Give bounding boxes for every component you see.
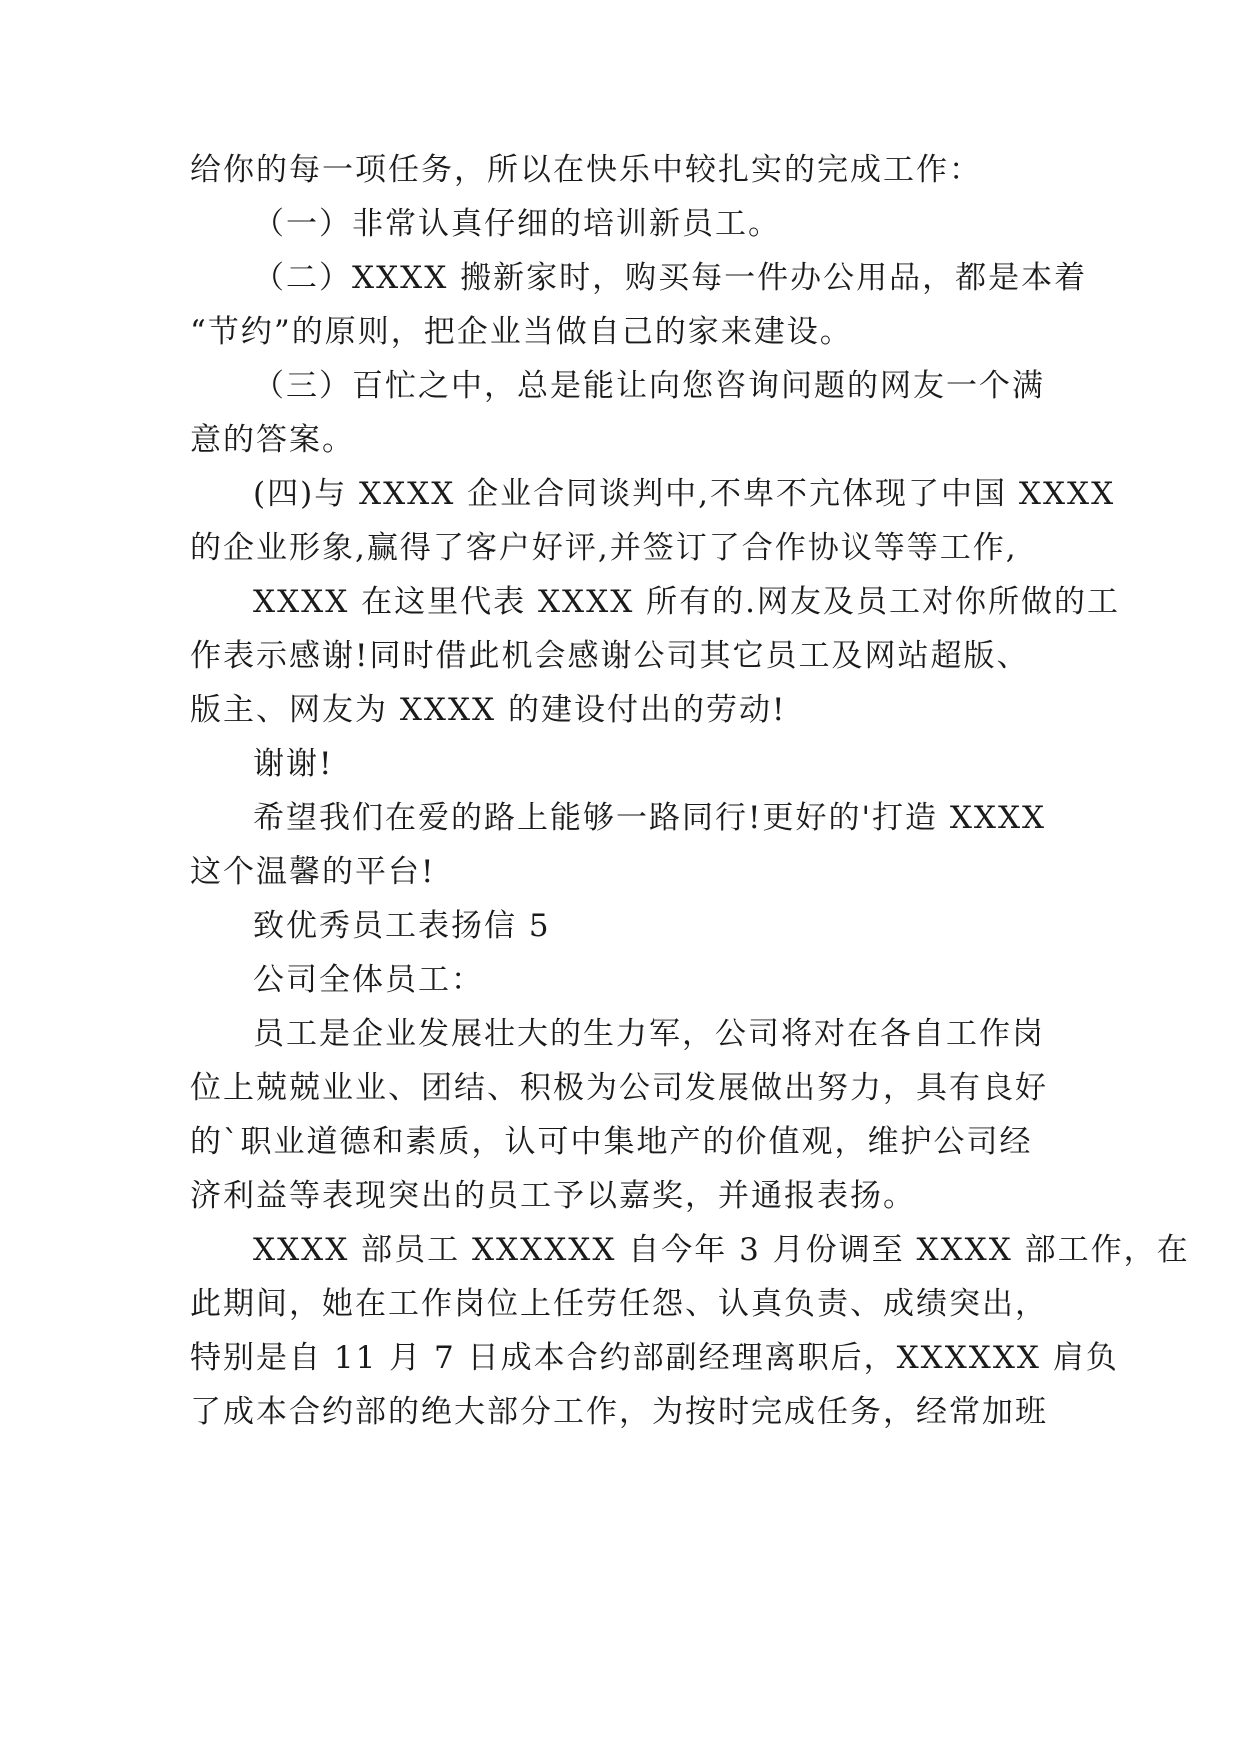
body-text-line: 此期间，她在工作岗位上任劳任怨、认真负责、成绩突出， [190,1286,1048,1322]
list-item-4: (四)与 XXXX 企业合同谈判中,不卑不亢体现了中国 XXXX [253,476,1116,512]
body-text-line: 济利益等表现突出的员工予以嘉奖，并通报表扬。 [190,1178,916,1214]
thanks-line: 谢谢! [253,746,334,782]
body-text-line: 这个温馨的平台! [190,854,436,890]
closing-paragraph: 希望我们在爱的路上能够一路同行!更好的'打造 XXXX [253,800,1047,836]
paragraph-thanks: XXXX 在这里代表 XXXX 所有的.网友及员工对你所做的工 [253,584,1120,620]
salutation: 公司全体员工： [253,962,484,998]
body-text-line: 位上兢兢业业、团结、积极为公司发展做出努力，具有良好 [190,1070,1048,1106]
list-item-2: （二）XXXX 搬新家时，购买每一件办公用品，都是本着 [253,260,1088,296]
body-text-line: 给你的每一项任务，所以在快乐中较扎实的完成工作： [190,152,982,188]
body-text-line: 的企业形象,赢得了客户好评,并签订了合作协议等等工作, [190,530,1018,566]
body-text-line: 特别是自 11 月 7 日成本合约部副经理离职后，XXXXXX 肩负 [190,1340,1119,1376]
body-text-line: 了成本合约部的绝大部分工作，为按时完成任务，经常加班 [190,1394,1048,1430]
body-text-line: 作表示感谢!同时借此机会感谢公司其它员工及网站超版、 [190,638,1030,674]
list-item-1: （一）非常认真仔细的培训新员工。 [253,206,781,242]
paragraph-intro: 员工是企业发展壮大的生力军，公司将对在各自工作岗 [253,1016,1045,1052]
letter-title: 致优秀员工表扬信 5 [253,908,551,944]
body-text-line: 版主、网友为 XXXX 的建设付出的劳动! [190,692,787,728]
list-item-3: （三）百忙之中，总是能让向您咨询问题的网友一个满 [253,368,1045,404]
body-text-line: 的`职业道德和素质，认可中集地产的价值观，维护公司经 [190,1124,1033,1160]
paragraph-employee: XXXX 部员工 XXXXXX 自今年 3 月份调至 XXXX 部工作，在 [253,1232,1190,1268]
body-text-line: 意的答案。 [190,422,355,458]
body-text-line: “节约”的原则，把企业当做自己的家来建设。 [190,314,853,350]
